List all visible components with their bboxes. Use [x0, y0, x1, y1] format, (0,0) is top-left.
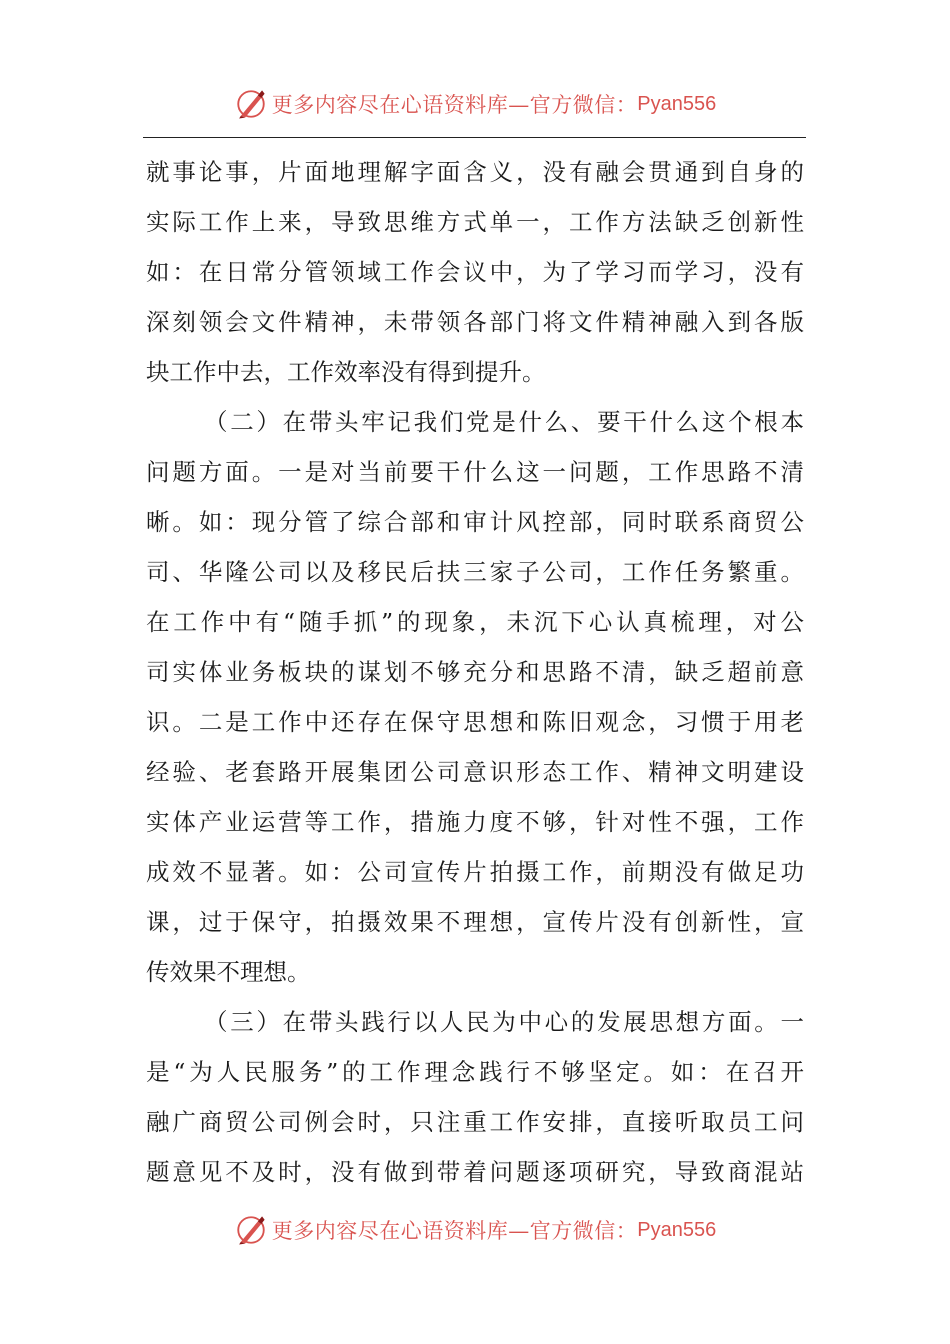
body-line: 问题方面。一是对当前要干什么这一问题，工作思路不清: [146, 458, 804, 486]
body-line: 深刻领会文件精神，未带领各部门将文件精神融入到各版: [146, 308, 804, 336]
body-line: 课，过于保守，拍摄效果不理想，宣传片没有创新性，宣: [146, 908, 804, 936]
body-line: 块工作中去，工作效率没有得到提升。: [146, 358, 546, 386]
body-line: 就事论事，片面地理解字面含义，没有融会贯通到自身的: [146, 158, 804, 186]
body-line: 经验、老套路开展集团公司意识形态工作、精神文明建设: [146, 758, 804, 786]
body-line: 司、华隆公司以及移民后扶三家子公司，工作任务繁重。: [146, 558, 804, 586]
body-line: 司实体业务板块的谋划不够充分和思路不清，缺乏超前意: [146, 658, 804, 686]
section-heading-line: （三）在带头践行以人民为中心的发展思想方面。一: [204, 1008, 804, 1036]
body-line: 融广商贸公司例会时，只注重工作安排，直接听取员工问: [146, 1108, 804, 1136]
body-line: 实体产业运营等工作，措施力度不够，针对性不强，工作: [146, 808, 804, 836]
pen-logo-icon: [234, 87, 268, 121]
body-line: 如：在日常分管领域工作会议中，为了学习而学习，没有: [146, 258, 804, 286]
pen-logo-icon: [234, 1213, 268, 1247]
body-line: 传效果不理想。: [146, 958, 311, 986]
body-line: 实际工作上来，导致思维方式单一，工作方法缺乏创新性: [146, 208, 804, 236]
header-banner: [0, 84, 950, 124]
body-line: 题意见不及时，没有做到带着问题逐项研究，导致商混站: [146, 1158, 804, 1186]
body-line: 识。二是工作中还存在保守思想和陈旧观念，习惯于用老: [146, 708, 804, 736]
header-banner-id: Pyan556: [637, 92, 717, 115]
body-line: 成效不显著。如：公司宣传片拍摄工作，前期没有做足功: [146, 858, 804, 886]
footer-banner: [0, 1210, 950, 1250]
header-banner-text: 更多内容尽在心语资料库—官方微信：: [271, 93, 638, 117]
body-line: 是“为人民服务”的工作理念践行不够坚定。如：在召开: [146, 1058, 804, 1086]
footer-banner-id: Pyan556: [637, 1218, 717, 1241]
footer-banner-text: 更多内容尽在心语资料库—官方微信：: [271, 1219, 638, 1243]
document-body: [146, 147, 804, 1197]
section-heading-line: （二）在带头牢记我们党是什么、要干什么这个根本: [204, 408, 804, 436]
body-line: 晰。如：现分管了综合部和审计风控部，同时联系商贸公: [146, 508, 804, 536]
header-divider: [143, 137, 806, 138]
body-line: 在工作中有“随手抓”的现象，未沉下心认真梳理，对公: [146, 608, 804, 636]
